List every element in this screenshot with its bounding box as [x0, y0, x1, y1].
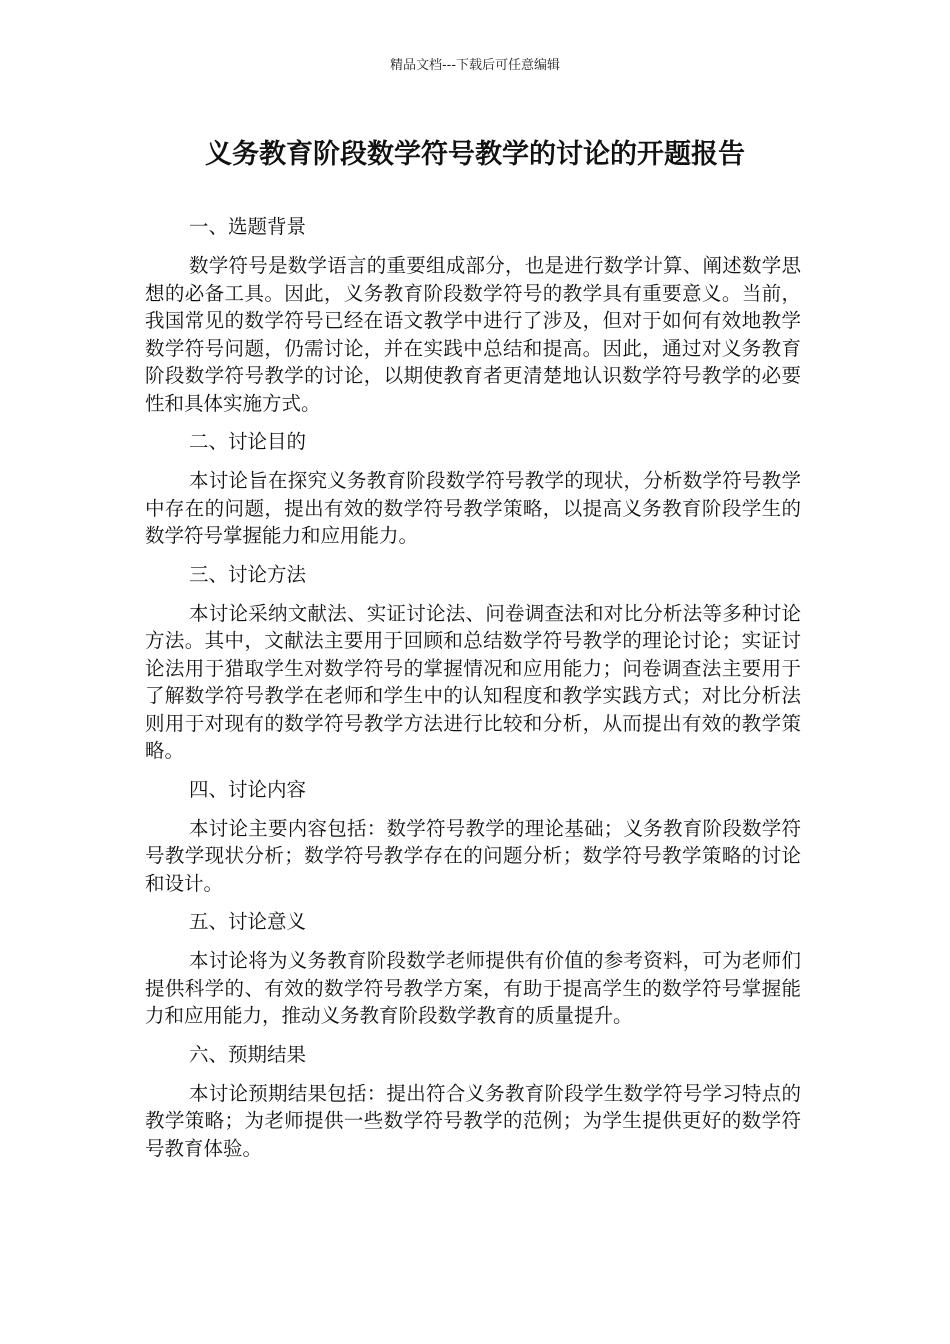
- section-heading: 三、讨论方法: [189, 562, 307, 586]
- document-body: [145, 212, 801, 1172]
- section-heading: 四、讨论内容: [189, 777, 307, 801]
- section-purpose: [145, 427, 801, 550]
- section-heading: 一、选题背景: [189, 215, 307, 238]
- header-note: 精品文档---下载后可任意编辑: [389, 58, 561, 73]
- section-paragraph: 本讨论将为义务教育阶段数学老师提供有价值的参考资料，可为老师们提供科学的、有效的数学符号教学方案，有助于提高学生的数学符号掌握能力和应用能力，推动义务教育阶段数学教育的质量提升。: [145, 949, 801, 1027]
- section-paragraph: 本讨论采纳文献法、实证讨论法、问卷调查法和对比分析法等多种讨论方法。其中，文献法主要用于回顾和总结数学符号教学的理论讨论；实证讨论法用于猎取学生对数学符号的掌握情况和应用能力；问卷调查法主要用于了解数学符号教学在老师和学生中的认知程度和教学实践方式；对比分析法则用于对现有的数学符号教学方法进行比较和分析，从而提出有效的教学策略。: [145, 601, 801, 762]
- section-background: [145, 212, 801, 417]
- section-heading: 六、预期结果: [189, 1042, 307, 1066]
- section-heading: 二、讨论目的: [189, 430, 307, 453]
- section-significance: [145, 907, 801, 1030]
- section-paragraph: 数学符号是数学语言的重要组成部分，也是进行数学计算、阐述数学思想的必备工具。因此，义务教育阶段数学符号的教学具有重要意义。当前，我国常见的数学符号已经在语文教学中进行了涉及，但对于如何有效地教学数学符号问题，仍需讨论，并在实践中总结和提高。因此，通过对义务教育阶段数学符号教学的讨论，以期使教育者更清楚地认识数学符号教学的必要性和具体实施方式。: [145, 254, 801, 415]
- section-method: [145, 560, 801, 765]
- section-content: [145, 775, 801, 898]
- section-expected-results: [145, 1040, 801, 1163]
- section-heading: 五、讨论意义: [189, 910, 307, 933]
- section-paragraph: 本讨论主要内容包括：数学符号教学的理论基础；义务教育阶段数学符号教学现状分析；数学符号教学存在的问题分析；数学符号教学策略的讨论和设计。: [145, 816, 801, 895]
- section-paragraph: 本讨论预期结果包括：提出符合义务教育阶段学生数学符号学习特点的教学策略；为老师提供一些数学符号教学的范例；为学生提供更好的数学符号教育体验。: [145, 1081, 801, 1160]
- section-paragraph: 本讨论旨在探究义务教育阶段数学符号教学的现状，分析数学符号教学中存在的问题，提出有效的数学符号教学策略，以提高义务教育阶段学生的数学符号掌握能力和应用能力。: [145, 469, 801, 547]
- document-title: 义务教育阶段数学符号教学的讨论的开题报告: [205, 139, 745, 170]
